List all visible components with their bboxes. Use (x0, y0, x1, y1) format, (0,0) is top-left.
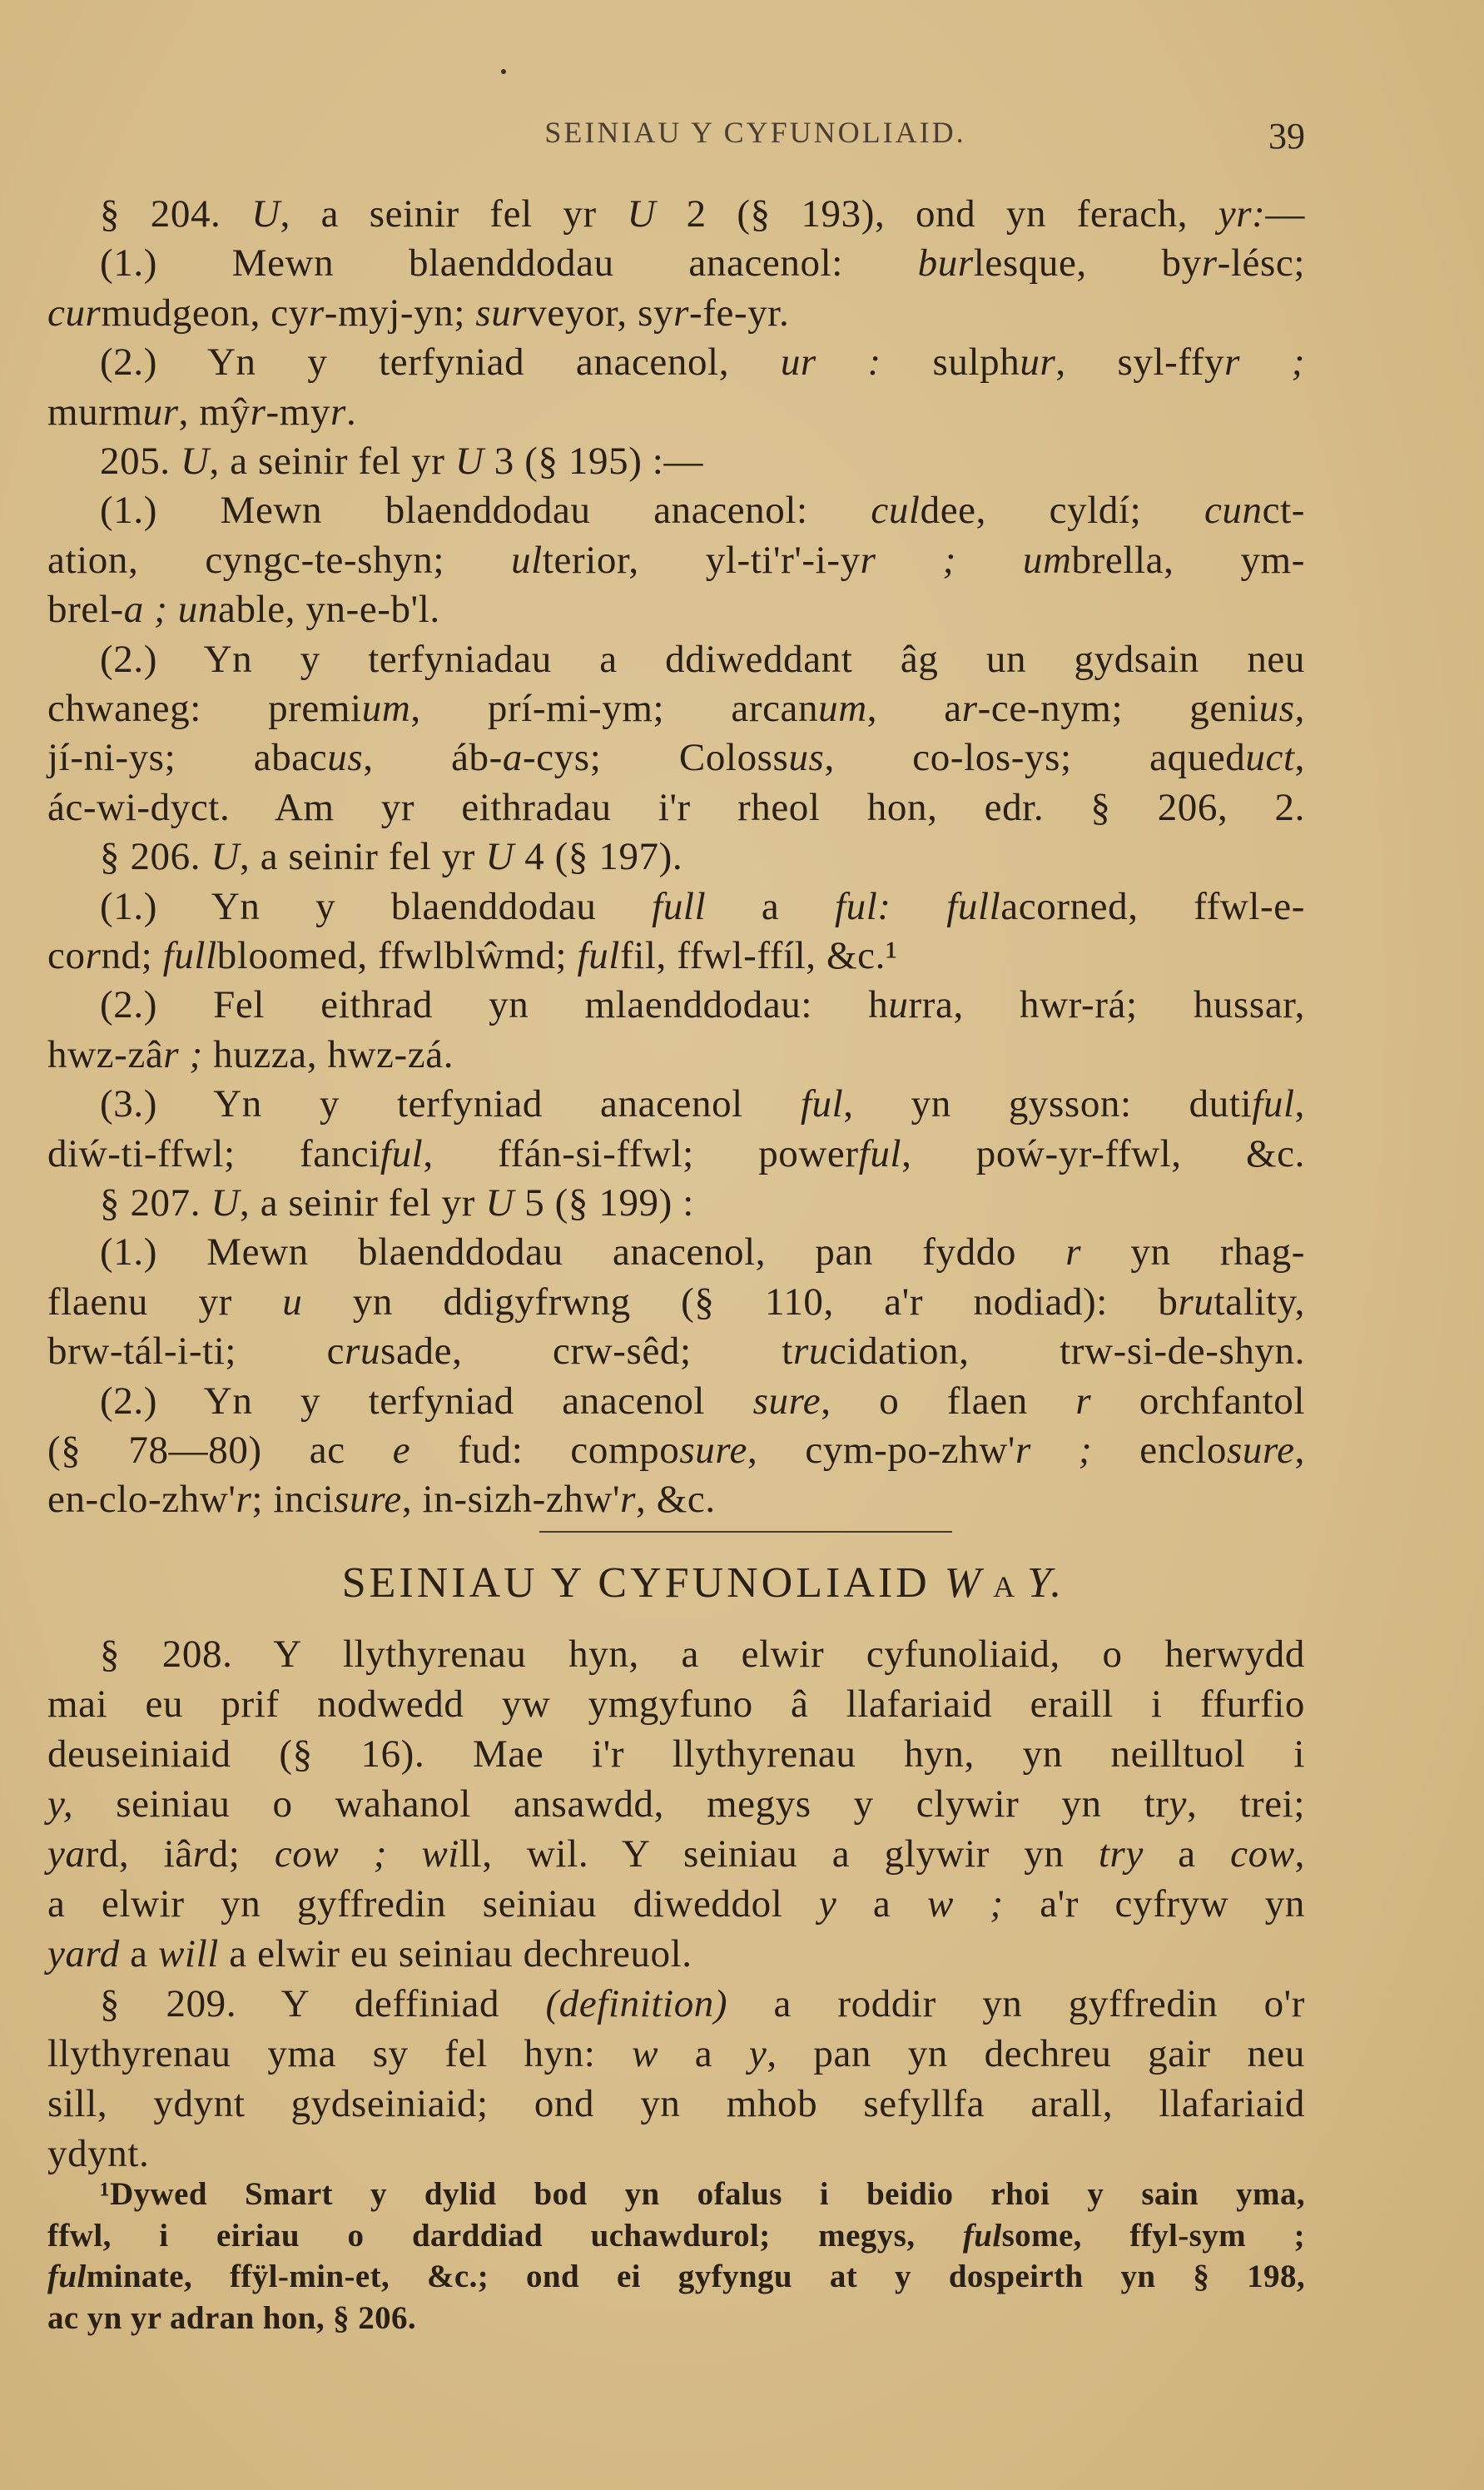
text: -my (266, 390, 331, 434)
italic-text: a ; (123, 588, 168, 632)
italic-text: us (788, 736, 825, 780)
italic-text: um (1022, 538, 1072, 582)
italic-text: r (1075, 1379, 1092, 1423)
section-divider-rule (539, 1531, 952, 1533)
heading-part: Y. (1027, 1559, 1065, 1607)
text-line (47, 683, 1305, 733)
text: (2.) Yn y terfyniad anacenol (100, 1379, 753, 1423)
italic-text: cow ; wi (274, 1832, 459, 1876)
text: a (836, 1882, 927, 1926)
text-line (47, 2298, 1305, 2339)
italic-text: us (1258, 687, 1295, 730)
text: , a seinir fel yr (280, 192, 628, 236)
text: ¹Dywed Smart y dylid bod yn ofalus i beidio rhoi y sain yma, (100, 2176, 1305, 2212)
italic-text: ful (858, 1131, 902, 1175)
italic-text: U (485, 1181, 514, 1225)
ink-speck (501, 69, 506, 74)
text-line (100, 1376, 1305, 1426)
text-line (47, 1929, 1305, 1979)
italic-text: U (251, 192, 280, 236)
text-line (47, 1679, 1305, 1729)
italic-text: sur (475, 291, 528, 335)
text: , prí-mi-ym; arcan (410, 687, 819, 730)
text: brel- (47, 588, 124, 632)
italic-text: r ; (1015, 1429, 1093, 1472)
text: (1.) Mewn blaenddodau anacenol: (100, 489, 871, 533)
text: , poẃ-yr-ffwl, &c. (901, 1131, 1305, 1175)
text-line (100, 634, 1305, 684)
text: deuseiniaid (§ 16). Mae i'r llythyrenau hyn, yn neilltuol i (47, 1732, 1305, 1776)
text-line (100, 337, 1305, 387)
text: (2.) Fel eithrad yn mlaenddodau: h (100, 983, 889, 1027)
text: 4 (§ 197). (514, 835, 683, 879)
italic-text: U (181, 440, 210, 483)
italic-text: r (961, 687, 978, 730)
text: — (1265, 192, 1305, 236)
italic-text: r ; (163, 1032, 203, 1076)
italic-text: r (308, 291, 325, 335)
text: -fe-yr. (688, 291, 790, 335)
text: § 208. Y llythyrenau hyn, a elwir cyfunoliaid, o herwydd (100, 1633, 1305, 1676)
text-line (47, 783, 1305, 832)
italic-text: ru (345, 1329, 381, 1374)
italic-text: ur : (780, 340, 881, 385)
text: a (1143, 1832, 1231, 1876)
italic-text: r ; (860, 538, 956, 582)
text-line (100, 1979, 1305, 2029)
running-head: SEINIAU Y CYFUNOLIAID. (544, 116, 966, 149)
text: -myj-yn; (324, 291, 476, 335)
text: bloomed, ffwlblŵmd; (216, 934, 578, 977)
italic-text: U (627, 192, 656, 236)
italic-text: um (361, 687, 411, 730)
text: ll, wil. Y seiniau a glywir yn (459, 1832, 1099, 1876)
text: dee, cyldí; (920, 489, 1204, 533)
text: , a seinir fel yr (240, 835, 486, 879)
text: co (47, 934, 86, 977)
italic-text: bur (917, 241, 974, 286)
text: fud: compo (410, 1429, 680, 1472)
text: murm (47, 390, 143, 434)
text-line (47, 1729, 1305, 1779)
italic-text: cun (1204, 489, 1263, 533)
text: brw-tál-i-ti; c (47, 1329, 345, 1374)
italic-text: ur (142, 390, 179, 434)
text-line (100, 1178, 1305, 1228)
italic-text: um (818, 687, 867, 730)
text: 3 (§ 195) :— (484, 440, 704, 483)
italic-text: r (330, 390, 346, 434)
text: able, yn-e-b'l. (218, 588, 440, 632)
italic-text: U (211, 835, 240, 879)
text: § 206. (100, 835, 211, 879)
italic-text: U (454, 440, 484, 483)
italic-text: sure (679, 1429, 747, 1472)
italic-text: r (620, 1478, 636, 1522)
italic-text: U (485, 835, 514, 879)
italic-text: r (673, 291, 689, 335)
text: a (658, 2032, 749, 2075)
text-line (47, 1326, 1305, 1376)
italic-text: y (818, 1882, 837, 1926)
text: , (1294, 1429, 1305, 1472)
italic-text: r (1201, 241, 1218, 286)
text-line (47, 1474, 1305, 1524)
text: a elwir eu seiniau dechreuol. (218, 1932, 692, 1976)
italic-text: w (632, 2032, 659, 2075)
heading-part: W (944, 1559, 985, 1607)
italic-text: full (162, 934, 217, 977)
text: 205. (100, 440, 181, 483)
text: jí-ni-ys; abac (47, 736, 328, 780)
text: ydynt. (47, 2132, 150, 2175)
italic-text: r ; (1224, 340, 1306, 385)
italic-text: r (192, 1832, 209, 1876)
text-line (47, 1779, 1305, 1829)
text: § 207. (100, 1181, 211, 1225)
text: (1.) Yn y blaenddodau (100, 884, 653, 928)
heading-part: SEINIAU Y CYFUNOLIAID (341, 1559, 945, 1607)
text-line (100, 1079, 1305, 1129)
text: yn ddigyfrwng (§ 110, a'r nodiad): b (302, 1280, 1179, 1324)
text: 5 (§ 199) : (514, 1181, 694, 1225)
text (167, 588, 177, 631)
italic-text: ru (1178, 1280, 1214, 1324)
text-line (47, 584, 1305, 634)
text: ffwl, i eiriau o darddiad uchawdurol; megys, (47, 2217, 963, 2254)
text: orchfantol (1091, 1379, 1305, 1423)
text-line (100, 2174, 1305, 2215)
italic-text: U (211, 1181, 240, 1225)
text (956, 539, 1023, 582)
italic-text: sure (334, 1478, 402, 1522)
italic-text: ful (962, 2217, 1002, 2254)
text: llythyrenau yma sy fel hyn: (47, 2032, 633, 2075)
italic-text: r (1065, 1230, 1082, 1275)
text: (2.) Yn y terfyniad anacenol, (100, 340, 781, 385)
text-line (100, 882, 1305, 932)
italic-text: cur (47, 291, 102, 335)
italic-text: ru (792, 1329, 829, 1374)
text: 2 (§ 193), ond yn ferach, (656, 192, 1218, 236)
text: . (345, 390, 357, 434)
italic-text: w ; (926, 1882, 1004, 1926)
text: a roddir yn gyffredin o'r (727, 1982, 1305, 2025)
text: flaenu yr (47, 1280, 283, 1324)
text: acorned, ffwl-e- (1000, 884, 1306, 928)
italic-text: full (652, 884, 707, 928)
text: , co-los-ys; aqued (824, 736, 1246, 780)
italic-text: y (748, 2032, 767, 2075)
text-line (47, 2256, 1305, 2298)
text: sill, ydynt gydseiniaid; ond yn mhob sefyllfa arall, llafariaid (47, 2082, 1305, 2125)
text: , a (866, 687, 962, 730)
text: terior, yl-ti'r'-i-y (542, 538, 861, 582)
text: rra, hwr-rá; hussar, (908, 983, 1305, 1027)
text: d; (208, 1832, 275, 1876)
text-line (47, 1277, 1305, 1327)
text: -cys; Coloss (523, 736, 789, 780)
text: , syl-ffy (1055, 340, 1225, 385)
text: tality, (1214, 1280, 1305, 1324)
italic-text: (definition) (545, 1982, 728, 2025)
text: brella, ym- (1071, 538, 1305, 582)
text: , &c. (636, 1478, 716, 1522)
text: , ffán-si-ffwl; power (423, 1131, 859, 1175)
text-line (100, 1629, 1305, 1679)
text: seiniau o wahanol ansawdd, megys y clywir yn tr (73, 1782, 1169, 1826)
text: , in-sizh-zhw' (401, 1478, 621, 1522)
text-line (47, 2079, 1305, 2129)
text: § 204. (100, 192, 252, 236)
text: , (1294, 1832, 1306, 1876)
text: diẃ-ti-ffwl; fanci (47, 1131, 380, 1175)
text: rd, iâ (85, 1832, 193, 1876)
italic-text: y, (47, 1782, 74, 1826)
text: , yn gysson: duti (843, 1082, 1253, 1126)
italic-text: ya (47, 1832, 86, 1876)
text: , (1294, 736, 1305, 780)
text: sulph (881, 340, 1020, 385)
italic-text: r (250, 390, 266, 434)
text: mudgeon, cy (101, 291, 309, 335)
heading-part: A (984, 1570, 1028, 1603)
text: (1.) Mewn blaenddodau anacenol: (100, 241, 918, 286)
text: , a seinir fel yr (240, 1181, 486, 1225)
text-line (47, 2029, 1305, 2079)
italic-text: sure (752, 1379, 821, 1423)
text: (2.) Yn y terfyniadau a ddiweddant âg un gydsain neu (100, 637, 1305, 681)
text: enclo (1092, 1429, 1228, 1472)
text: § 209. Y deffiniad (100, 1982, 546, 2025)
italic-text: u (282, 1280, 303, 1324)
text: some, ffyl-sym ; (1001, 2217, 1305, 2254)
italic-text: ful (47, 2259, 87, 2295)
text: a (706, 884, 835, 928)
text-line (100, 1227, 1305, 1277)
italic-text: cul (871, 489, 921, 533)
text: , (1294, 1082, 1305, 1126)
text-line (47, 931, 1305, 981)
text: a elwir yn gyffredin seiniau diweddol (47, 1882, 819, 1926)
text-line (100, 832, 1305, 882)
italic-text: y (1169, 1782, 1187, 1826)
text-line (47, 733, 1305, 783)
text-line (100, 485, 1305, 535)
text-line (100, 189, 1305, 239)
text-line (47, 2129, 1305, 2179)
text: (1.) Mewn blaenddodau anacenol, pan fyddo (100, 1230, 1066, 1275)
italic-text: e (392, 1429, 411, 1472)
italic-text: ful (800, 1082, 844, 1126)
section-heading (187, 1558, 1219, 1608)
text: , a seinir fel yr (209, 440, 455, 483)
text: , trei; (1186, 1782, 1306, 1826)
italic-text: a (502, 736, 523, 780)
text: , mŷ (178, 390, 251, 434)
text-line (47, 1879, 1305, 1929)
italic-text: yard (47, 1932, 120, 1976)
text: en-clo-zhw' (47, 1478, 236, 1522)
text: ation, cyngc-te-shyn; (47, 538, 512, 582)
text: huzza, hwz-zá. (202, 1032, 454, 1076)
italic-text: ful (577, 934, 620, 977)
text-line (100, 980, 1305, 1030)
italic-text: ful (380, 1131, 424, 1175)
italic-text: cow (1230, 1832, 1295, 1876)
text: veyor, sy (527, 291, 674, 335)
text-line (47, 288, 1305, 338)
italic-text: uct (1245, 736, 1295, 780)
italic-text: yr: (1218, 192, 1266, 236)
text: minate, ffÿl-min-et, &c.; ond ei gyfyngu at y dospeirth yn § 198, (86, 2259, 1305, 2295)
italic-text: ful: full (834, 884, 1001, 928)
text: , áb- (363, 736, 503, 780)
italic-text: ful (1252, 1082, 1295, 1126)
italic-text: try (1098, 1832, 1144, 1876)
text-line (100, 436, 1305, 486)
text: , cym-po-zhw' (747, 1429, 1015, 1472)
text: a (119, 1932, 158, 1976)
italic-text: will (157, 1932, 219, 1976)
text: sade, crw-sêd; t (380, 1329, 793, 1374)
text: (3.) Yn y terfyniad anacenol (100, 1082, 801, 1126)
text: fil, ffwl-ffíl, &c.¹ (619, 934, 898, 977)
italic-text: us (327, 736, 364, 780)
text-line (47, 2215, 1305, 2257)
text-line (47, 535, 1305, 585)
text-line (47, 1425, 1305, 1475)
text: chwaneg: premi (47, 687, 362, 730)
text: ác-wi-dyct. Am yr eithradau i'r rheol hon, edr. § 206, 2. (47, 785, 1305, 829)
italic-text: ul (511, 538, 543, 582)
text: cidation, trw-si-de-shyn. (828, 1329, 1305, 1374)
text-line (47, 1030, 1305, 1080)
text: , (1294, 687, 1305, 730)
text: ac yn yr adran hon, § 206. (47, 2299, 417, 2336)
text: hwz-zâ (47, 1032, 164, 1076)
text: -ce-nym; geni (977, 687, 1259, 730)
text-line (47, 1829, 1305, 1879)
text: ct- (1262, 489, 1305, 533)
text: mai eu prif nodwedd yw ymgyfuno â llafariaid eraill i ffurfio (47, 1682, 1305, 1726)
page-number: 39 (1268, 116, 1305, 157)
text-line (47, 1129, 1305, 1179)
italic-text: ur (1020, 340, 1056, 385)
italic-text: r (236, 1478, 252, 1522)
text: (§ 78—80) ac (47, 1429, 393, 1472)
text: nd; (101, 934, 163, 977)
text: , pan yn dechreu gair neu (767, 2032, 1305, 2075)
italic-text: u (888, 983, 909, 1027)
text: a'r cyfryw yn (1003, 1882, 1305, 1926)
text: -lésc; (1217, 241, 1306, 286)
italic-text: sure (1227, 1429, 1295, 1472)
text: yn rhag- (1081, 1230, 1305, 1275)
text-line (100, 238, 1305, 288)
text: lesque, by (973, 241, 1202, 286)
text-line (47, 387, 1305, 437)
italic-text: un (177, 588, 218, 632)
text: ; inci (251, 1478, 335, 1522)
text: , o flaen (821, 1379, 1076, 1423)
italic-text: r (85, 934, 102, 977)
